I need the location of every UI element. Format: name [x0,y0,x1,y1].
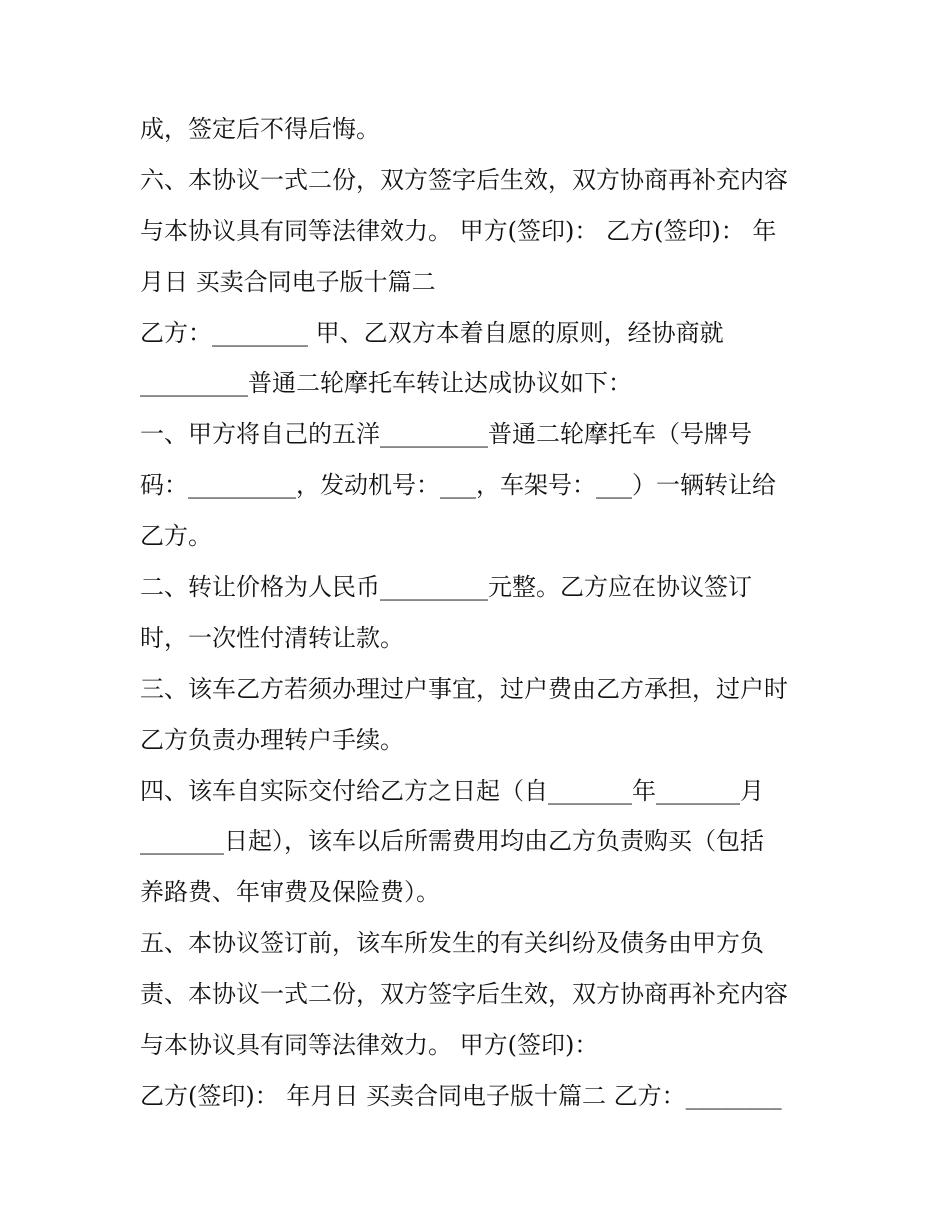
text-line: 与本协议具有同等法律效力。 甲方(签印)： 乙方(签印)： 年 [140,216,777,245]
text-line: 一、甲方将自己的五洋_________普通二轮摩托车（号牌号 [140,420,752,449]
text-line: 责、本协议一式二份，双方签字后生效，双方协商再补充内容 [140,980,788,1009]
text-line: 三、该车乙方若须办理过户事宜，过户费由乙方承担，过户时 [140,674,788,703]
text-line: 养路费、年审费及保险费）。 [140,878,440,907]
text-line: 与本协议具有同等法律效力。 甲方(签印)： [140,1031,599,1060]
text-line: 二、转让价格为人民币_________元整。乙方应在协议签订 [140,573,752,602]
document-body [140,104,830,1122]
text-line: 成，签定后不得后悔。 [140,115,380,143]
text-line: 码：_________，发动机号：___，车架号：___）一辆转让给 [140,471,776,500]
text-line: 六、本协议一式二份，双方签字后生效，双方协商再补充内容 [140,165,788,194]
text-line: 乙方：________ 甲、乙双方本着自愿的原则，经协商就 [140,318,724,347]
text-line: 四、该车自实际交付给乙方之日起（自_______年_______月 [140,776,764,805]
text-line: 五、本协议签订前，该车所发生的有关纠纷及债务由甲方负 [140,929,764,958]
text-line: _______日起），该车以后所需费用均由乙方负责购买（包括 [140,827,764,856]
text-line: 月日 买卖合同电子版十篇二 [140,267,436,296]
text-line: 时，一次性付清转让款。 [140,623,404,652]
text-line: 乙方。 [140,522,212,551]
text-line: 乙方负责办理转户手续。 [140,725,404,754]
text-line: 乙方(签印)： 年月日 买卖合同电子版十篇二 乙方：________ [140,1081,782,1110]
text-line: _________普通二轮摩托车转让达成协议如下： [140,369,632,398]
